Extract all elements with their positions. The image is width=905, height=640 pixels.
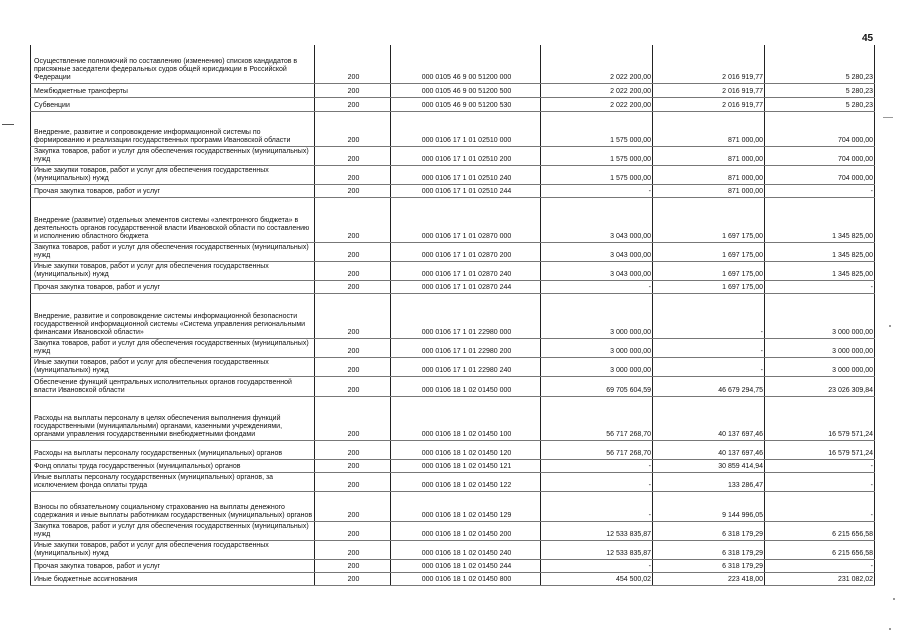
unexecuted-amount: 1 345 825,00 — [765, 242, 875, 261]
table-row — [31, 261, 875, 280]
unexecuted-amount: 1 345 825,00 — [765, 197, 875, 242]
budget-classification-code: 000 0106 18 1 02 01450 120 — [391, 440, 541, 459]
line-item-name: Прочая закупка товаров, работ и услуг — [31, 559, 315, 572]
line-item-name: Внедрение (развитие) отдельных элементов системы «электронного бюджета» в деятельность органов государственной власти Ивановской области по составлению и исполнению областного бюджета — [31, 197, 315, 242]
budget-classification-code: 000 0106 18 1 02 01450 800 — [391, 572, 541, 585]
unexecuted-amount: 5 280,23 — [765, 97, 875, 111]
executed-amount: 6 318 179,29 — [653, 521, 765, 540]
line-code: 200 — [315, 459, 391, 472]
approved-amount: 69 705 604,59 — [541, 376, 653, 396]
budget-classification-code: 000 0106 18 1 02 01450 200 — [391, 521, 541, 540]
table-row — [31, 242, 875, 261]
executed-amount: 2 016 919,77 — [653, 83, 765, 97]
budget-classification-code: 000 0106 18 1 02 01450 240 — [391, 540, 541, 559]
budget-classification-code: 000 0106 17 1 01 02510 000 — [391, 111, 541, 146]
line-code: 200 — [315, 357, 391, 376]
executed-amount: 133 286,47 — [653, 472, 765, 491]
line-item-name: Фонд оплаты труда государственных (муниципальных) органов — [31, 459, 315, 472]
table-row — [31, 459, 875, 472]
line-code: 200 — [315, 261, 391, 280]
margin-mark — [2, 124, 14, 125]
unexecuted-amount: 704 000,00 — [765, 165, 875, 184]
line-item-name: Внедрение, развитие и сопровождение системы информационной безопасности государственной информационной системы «Система управления региональными финансами Ивановской области» — [31, 293, 315, 338]
executed-amount: 871 000,00 — [653, 165, 765, 184]
approved-amount: 1 575 000,00 — [541, 165, 653, 184]
budget-classification-code: 000 0105 46 9 00 51200 530 — [391, 97, 541, 111]
unexecuted-amount: 16 579 571,24 — [765, 396, 875, 440]
line-code: 200 — [315, 197, 391, 242]
table-row — [31, 165, 875, 184]
budget-classification-code: 000 0106 17 1 01 02870 200 — [391, 242, 541, 261]
approved-amount: - — [541, 459, 653, 472]
line-code: 200 — [315, 338, 391, 357]
budget-classification-code: 000 0106 18 1 02 01450 100 — [391, 396, 541, 440]
approved-amount: 56 717 268,70 — [541, 396, 653, 440]
approved-amount: 12 533 835,87 — [541, 540, 653, 559]
line-item-name: Иные выплаты персоналу государственных (муниципальных) органов, за исключением фонда оплаты труда — [31, 472, 315, 491]
executed-amount: 30 859 414,94 — [653, 459, 765, 472]
table-row — [31, 559, 875, 572]
table-row — [31, 521, 875, 540]
budget-classification-code: 000 0106 18 1 02 01450 122 — [391, 472, 541, 491]
budget-classification-code: 000 0106 17 1 01 02870 244 — [391, 280, 541, 293]
executed-amount: 871 000,00 — [653, 111, 765, 146]
executed-amount: 6 318 179,29 — [653, 559, 765, 572]
line-code: 200 — [315, 559, 391, 572]
line-item-name: Внедрение, развитие и сопровождение информационной системы по формированию и реализации государственных программ Ивановской области — [31, 111, 315, 146]
unexecuted-amount: - — [765, 472, 875, 491]
line-code: 200 — [315, 165, 391, 184]
budget-classification-code: 000 0106 18 1 02 01450 000 — [391, 376, 541, 396]
table-row — [31, 111, 875, 146]
unexecuted-amount: - — [765, 459, 875, 472]
unexecuted-amount: 5 280,23 — [765, 45, 875, 83]
scan-speck — [889, 628, 891, 630]
budget-classification-code: 000 0106 17 1 01 02870 240 — [391, 261, 541, 280]
budget-classification-code: 000 0106 18 1 02 01450 244 — [391, 559, 541, 572]
budget-classification-code: 000 0106 18 1 02 01450 129 — [391, 491, 541, 521]
unexecuted-amount: 3 000 000,00 — [765, 293, 875, 338]
line-code: 200 — [315, 521, 391, 540]
executed-amount: 1 697 175,00 — [653, 280, 765, 293]
table-row — [31, 97, 875, 111]
approved-amount: 2 022 200,00 — [541, 45, 653, 83]
approved-amount: 1 575 000,00 — [541, 146, 653, 165]
unexecuted-amount: 3 000 000,00 — [765, 338, 875, 357]
table-row — [31, 45, 875, 83]
approved-amount: - — [541, 491, 653, 521]
approved-amount: 12 533 835,87 — [541, 521, 653, 540]
line-code: 200 — [315, 146, 391, 165]
budget-classification-code: 000 0106 17 1 01 22980 240 — [391, 357, 541, 376]
budget-classification-code: 000 0106 17 1 01 22980 200 — [391, 338, 541, 357]
table-row — [31, 472, 875, 491]
line-item-name: Закупка товаров, работ и услуг для обеспечения государственных (муниципальных) нужд — [31, 521, 315, 540]
approved-amount: 56 717 268,70 — [541, 440, 653, 459]
line-item-name: Закупка товаров, работ и услуг для обеспечения государственных (муниципальных) нужд — [31, 146, 315, 165]
unexecuted-amount: 6 215 656,58 — [765, 540, 875, 559]
line-code: 200 — [315, 184, 391, 197]
executed-amount: 9 144 996,05 — [653, 491, 765, 521]
line-item-name: Прочая закупка товаров, работ и услуг — [31, 280, 315, 293]
line-item-name: Расходы на выплаты персоналу в целях обеспечения выполнения функций государственными (муниципальными) органами, казенными учреждениями, органами управления государственными внебюджетными фондами — [31, 396, 315, 440]
table-row — [31, 338, 875, 357]
table-row — [31, 146, 875, 165]
line-item-name: Межбюджетные трансферты — [31, 83, 315, 97]
line-code: 200 — [315, 376, 391, 396]
line-item-name: Осуществление полномочий по составлению (изменению) списков кандидатов в присяжные заседатели федеральных судов общей юрисдикции в Российской Федерации — [31, 45, 315, 83]
line-code: 200 — [315, 242, 391, 261]
table-row — [31, 197, 875, 242]
line-item-name: Иные закупки товаров, работ и услуг для обеспечения государственных (муниципальных) нужд — [31, 165, 315, 184]
table-row — [31, 184, 875, 197]
table-row — [31, 376, 875, 396]
table-row — [31, 540, 875, 559]
scan-speck — [889, 325, 891, 327]
line-code: 200 — [315, 491, 391, 521]
table-row — [31, 572, 875, 585]
line-item-name: Иные закупки товаров, работ и услуг для обеспечения государственных (муниципальных) нужд — [31, 540, 315, 559]
approved-amount: 1 575 000,00 — [541, 111, 653, 146]
line-item-name: Взносы по обязательному социальному страхованию на выплаты денежного содержания и иные выплаты работникам государственных (муниципальных) органов — [31, 491, 315, 521]
line-code: 200 — [315, 83, 391, 97]
executed-amount: 1 697 175,00 — [653, 197, 765, 242]
executed-amount: 871 000,00 — [653, 184, 765, 197]
line-item-name: Прочая закупка товаров, работ и услуг — [31, 184, 315, 197]
unexecuted-amount: 704 000,00 — [765, 111, 875, 146]
approved-amount: 2 022 200,00 — [541, 83, 653, 97]
approved-amount: 3 043 000,00 — [541, 197, 653, 242]
unexecuted-amount: - — [765, 184, 875, 197]
unexecuted-amount: 5 280,23 — [765, 83, 875, 97]
table-row — [31, 440, 875, 459]
executed-amount: 46 679 294,75 — [653, 376, 765, 396]
budget-classification-code: 000 0106 17 1 01 02510 240 — [391, 165, 541, 184]
unexecuted-amount: 23 026 309,84 — [765, 376, 875, 396]
executed-amount: - — [653, 338, 765, 357]
unexecuted-amount: 16 579 571,24 — [765, 440, 875, 459]
approved-amount: 3 000 000,00 — [541, 338, 653, 357]
table-row — [31, 396, 875, 440]
executed-amount: 1 697 175,00 — [653, 242, 765, 261]
budget-classification-code: 000 0105 46 9 00 51200 500 — [391, 83, 541, 97]
unexecuted-amount: 3 000 000,00 — [765, 357, 875, 376]
line-item-name: Закупка товаров, работ и услуг для обеспечения государственных (муниципальных) нужд — [31, 242, 315, 261]
budget-execution-table — [30, 45, 875, 586]
line-code: 200 — [315, 111, 391, 146]
line-item-name: Закупка товаров, работ и услуг для обеспечения государственных (муниципальных) нужд — [31, 338, 315, 357]
budget-classification-code: 000 0106 17 1 01 02510 244 — [391, 184, 541, 197]
approved-amount: - — [541, 280, 653, 293]
line-item-name: Иные закупки товаров, работ и услуг для обеспечения государственных (муниципальных) нужд — [31, 261, 315, 280]
executed-amount: 1 697 175,00 — [653, 261, 765, 280]
table-row — [31, 83, 875, 97]
approved-amount: - — [541, 472, 653, 491]
approved-amount: 454 500,02 — [541, 572, 653, 585]
executed-amount: 871 000,00 — [653, 146, 765, 165]
executed-amount: 40 137 697,46 — [653, 440, 765, 459]
line-code: 200 — [315, 45, 391, 83]
unexecuted-amount: - — [765, 280, 875, 293]
line-code: 200 — [315, 97, 391, 111]
unexecuted-amount: - — [765, 559, 875, 572]
table-body — [31, 45, 875, 585]
executed-amount: 2 016 919,77 — [653, 97, 765, 111]
margin-mark — [883, 117, 893, 118]
budget-classification-code: 000 0106 17 1 01 02870 000 — [391, 197, 541, 242]
scan-speck — [893, 598, 895, 600]
unexecuted-amount: 704 000,00 — [765, 146, 875, 165]
line-item-name: Обеспечение функций центральных исполнительных органов государственной власти Ивановской области — [31, 376, 315, 396]
page-number: 45 — [862, 33, 874, 44]
approved-amount: 3 000 000,00 — [541, 357, 653, 376]
approved-amount: - — [541, 184, 653, 197]
table-row — [31, 357, 875, 376]
approved-amount: 3 000 000,00 — [541, 293, 653, 338]
budget-classification-code: 000 0106 17 1 01 02510 200 — [391, 146, 541, 165]
line-item-name: Расходы на выплаты персоналу государственных (муниципальных) органов — [31, 440, 315, 459]
line-code: 200 — [315, 440, 391, 459]
line-code: 200 — [315, 472, 391, 491]
unexecuted-amount: 231 082,02 — [765, 572, 875, 585]
budget-classification-code: 000 0106 17 1 01 22980 000 — [391, 293, 541, 338]
line-code: 200 — [315, 572, 391, 585]
table-row — [31, 293, 875, 338]
approved-amount: - — [541, 559, 653, 572]
executed-amount: 40 137 697,46 — [653, 396, 765, 440]
unexecuted-amount: - — [765, 491, 875, 521]
line-item-name: Субвенции — [31, 97, 315, 111]
line-code: 200 — [315, 540, 391, 559]
line-code: 200 — [315, 396, 391, 440]
line-item-name: Иные закупки товаров, работ и услуг для обеспечения государственных (муниципальных) нужд — [31, 357, 315, 376]
budget-classification-code: 000 0106 18 1 02 01450 121 — [391, 459, 541, 472]
line-code: 200 — [315, 280, 391, 293]
approved-amount: 2 022 200,00 — [541, 97, 653, 111]
line-code: 200 — [315, 293, 391, 338]
approved-amount: 3 043 000,00 — [541, 242, 653, 261]
unexecuted-amount: 6 215 656,58 — [765, 521, 875, 540]
executed-amount: - — [653, 293, 765, 338]
executed-amount: 223 418,00 — [653, 572, 765, 585]
table-row — [31, 280, 875, 293]
approved-amount: 3 043 000,00 — [541, 261, 653, 280]
line-item-name: Иные бюджетные ассигнования — [31, 572, 315, 585]
executed-amount: 6 318 179,29 — [653, 540, 765, 559]
unexecuted-amount: 1 345 825,00 — [765, 261, 875, 280]
executed-amount: 2 016 919,77 — [653, 45, 765, 83]
budget-classification-code: 000 0105 46 9 00 51200 000 — [391, 45, 541, 83]
table-row — [31, 491, 875, 521]
executed-amount: - — [653, 357, 765, 376]
